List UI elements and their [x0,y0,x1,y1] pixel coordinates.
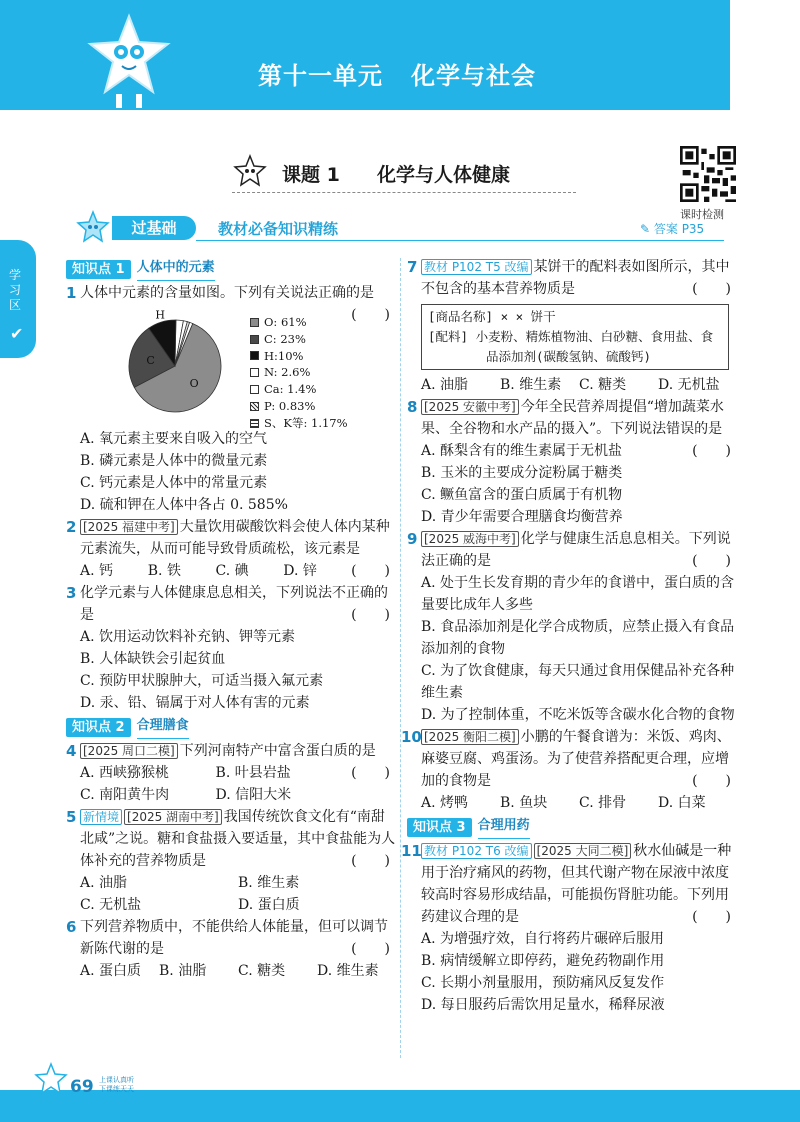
pie-slice-label: H [155,308,165,322]
question-number: 7 [407,258,418,276]
legend-label: Ca: 1.4% [264,382,317,397]
question-stem: 小鹏的午餐食谱为：米饭、鸡肉、麻婆豆腐、鸡蛋汤。为了使营养搭配更合理，应增加的食物是 [421,729,731,789]
option[interactable]: A. 西峡猕猴桃 [80,765,170,781]
option[interactable]: D. 锌 [283,563,317,579]
knowledge-point-2 [66,716,396,738]
legend-entry [250,381,348,398]
answer-blank[interactable]: ( ) [692,443,731,459]
qr-code-icon[interactable] [680,146,736,202]
side-tab-label: 学习区 [9,268,22,312]
kp-title: 人体中的元素 [137,257,215,281]
question-stem: 我国传统饮食文化有“南甜北咸”之说。糖和食盐摄入要适量，其中食盐能为人体补充的营养物质是 [80,809,396,869]
question-6 [66,916,396,960]
options-grid [66,762,351,806]
question-stem: 化学与健康生活息息相关。下列说法正确的是 [421,531,731,569]
page-motto [99,1076,134,1094]
side-tab [0,240,36,358]
question-stem: 大量饮用碳酸饮料会使人体内某种元素流失，从而可能导致骨质疏松，该元素是 [80,519,390,557]
option[interactable]: A. 饮用运动饮料补充钠、钾等元素 [80,629,296,645]
question-stem: 人体中元素的含量如图。下列有关说法正确的是 [80,285,374,301]
pie-slice-label: C [146,353,155,367]
label-line: [商品名称] × × 饼干 [428,309,556,324]
pencil-icon: ✎ [640,222,654,236]
column-divider [400,258,401,1058]
legend-entry [250,364,348,381]
option[interactable]: B. 维生素 [500,377,562,393]
kp-tag: 知识点 3 [407,818,472,837]
answer-ref-text: 答案 P35 [653,222,705,236]
motto-line: 上课认真听 [99,1076,134,1084]
label-line: [配料] 小麦粉、精炼植物油、白砂糖、食用盐、食 [428,329,714,344]
left-column [66,256,396,982]
options-row [66,960,396,982]
option[interactable]: C. 碘 [215,563,249,579]
star-badge-icon [232,154,268,188]
pie-slice-label: O [189,377,199,391]
legend-entry [250,331,348,348]
pie-svg [120,306,230,414]
legend-label: O: 61% [264,315,307,329]
option[interactable]: D. 蛋白质 [238,897,300,913]
source-tag: [2025 大同二模] [534,843,632,859]
legend-swatch [250,335,259,344]
source-tag: [2025 安徽中考] [421,399,519,415]
check-icon: ✔ [10,324,24,343]
footer-mascot-icon [34,1062,68,1100]
label-line: 品添加剂(碳酸氢钠、硫酸钙) [486,349,652,364]
question-5 [66,806,396,872]
option[interactable]: B. 铁 [147,563,181,579]
lesson-name: 化学与人体健康 [377,164,511,186]
knowledge-point-1 [66,258,396,280]
question-11 [401,840,737,928]
source-tag: [2025 福建中考] [80,519,178,535]
option[interactable]: C. 长期小剂量服用，预防痛风反复发作 [421,975,665,991]
question-number: 1 [66,284,77,302]
legend-label: P: 0.83% [264,398,316,413]
question-number: 8 [407,398,418,416]
footer-band [0,1090,800,1122]
answer-ref[interactable] [640,220,704,237]
option[interactable]: C. 无机盐 [80,897,142,913]
option[interactable]: D. 每日服药后需饮用足量水，稀释尿液 [421,997,665,1013]
option[interactable]: C. 糖类 [238,963,286,979]
answer-blank[interactable]: ( ) [351,941,390,957]
question-number: 4 [66,742,77,760]
option[interactable]: A. 氧元素主要来自吸入的空气 [80,431,268,447]
context-tag: 新情境 [80,809,122,825]
answer-blank[interactable]: ( ) [692,281,731,297]
question-stem: 下列营养物质中，不能供给人体能量，但可以调节新陈代谢的是 [80,919,388,957]
unit-name: 化学与社会 [411,62,536,90]
legend-swatch [250,419,259,428]
answer-blank[interactable]: ( ) [351,563,390,579]
option[interactable]: A. 油脂 [421,377,469,393]
option[interactable]: D. 白菜 [658,795,706,811]
unit-label: 第十一单元 [258,62,383,90]
right-column [401,256,737,1016]
option[interactable]: B. 鱼块 [500,795,548,811]
lesson-number: 课题 1 [282,164,340,186]
option[interactable]: B. 玉米的主要成分淀粉属于糖类 [421,465,623,481]
option[interactable]: D. 硫和钾在人体中各占 0. 585% [80,497,288,513]
legend-swatch [250,385,259,394]
source-tag: [2025 威海中考] [421,531,519,547]
options-grid [66,872,396,916]
option[interactable]: B. 食品添加剂是化学合成物质，应禁止摄入有食品添加剂的食物 [421,619,735,657]
question-number: 10 [401,728,422,746]
legend-label: N: 2.6% [264,365,311,380]
motto-line: 下课练天天 [99,1085,134,1093]
option[interactable]: C. 排骨 [579,795,627,811]
question-stem: 某饼干的配料表如图所示，其中不包含的基本营养物质是 [421,259,730,297]
option[interactable]: A. 处于生长发育期的青少年的食谱中，蛋白质的含量要比成年人多些 [421,575,735,613]
legend-label: H:10% [264,348,304,363]
option[interactable]: A. 蛋白质 [80,963,142,979]
page-number: 69 [70,1077,94,1097]
options-row [407,374,737,396]
source-tag: [2025 湖南中考] [124,809,222,825]
question-number: 3 [66,584,77,602]
option[interactable]: C. 糖类 [579,377,627,393]
lesson-underline [232,192,576,193]
option[interactable]: C. 钙元素是人体中的常量元素 [80,475,268,491]
option[interactable]: A. 油脂 [80,875,128,891]
option[interactable]: A. 烤鸭 [421,795,469,811]
option[interactable]: C. 为了饮食健康，每天只通过食用保健品补充各种维生素 [421,663,735,701]
options-row [66,560,351,582]
option[interactable]: D. 青少年需要合理膳食均衡营养 [421,509,623,525]
question-number: 11 [401,842,422,860]
answer-blank[interactable]: ( ) [351,853,390,869]
legend-entry [250,348,348,365]
question-number: 2 [66,518,77,536]
question-number: 5 [66,808,77,826]
legend-swatch [250,318,259,327]
option[interactable]: D. 为了控制体重，不吃米饭等含碳水化合物的食物 [421,707,735,723]
kp-tag: 知识点 1 [66,260,131,279]
answer-blank[interactable]: ( ) [692,773,731,789]
textbook-tag: 教材 P102 T6 改编 [421,843,532,859]
legend-swatch [250,368,259,377]
legend-swatch [250,351,259,360]
legend-label: C: 23% [264,331,306,346]
section-pill: 过基础 [112,216,196,240]
kp-title: 合理用药 [478,815,530,839]
option[interactable]: C. 预防甲状腺肿大，可适当摄入氟元素 [80,673,324,689]
question-number: 6 [66,918,77,936]
mascot-mini-icon [76,210,110,244]
option[interactable]: B. 磷元素是人体中的微量元素 [80,453,268,469]
option[interactable]: A. 钙 [80,563,114,579]
answer-blank[interactable]: ( ) [692,553,731,569]
pie-legend [250,314,348,432]
option[interactable]: B. 叶县岩盐 [215,765,291,781]
question-stem: 今年全民营养周提倡“增加蔬菜水果、全谷物和水产品的摄入”。下列说法错误的是 [421,399,724,437]
ingredient-label [421,304,729,370]
option[interactable]: D. 汞、铅、镉属于对人体有害的元素 [80,695,310,711]
section-bar [68,210,724,244]
source-tag: [2025 周口二模] [80,743,178,759]
legend-entry [250,314,348,331]
option[interactable]: B. 维生素 [238,875,300,891]
kp-title: 合理膳食 [137,715,189,739]
legend-entry [250,398,348,415]
section-line [196,240,724,241]
option[interactable]: A. 酥梨含有的维生素属于无机盐 [421,443,623,459]
option[interactable]: B. 人体缺铁会引起贫血 [80,651,226,667]
option[interactable]: C. 南阳黄牛肉 [80,787,170,803]
section-subtitle: 教材必备知识精练 [218,220,339,238]
question-stem: 秋水仙碱是一种用于治疗痛风的药物，但其代谢产物在尿液中浓度较高时容易形成结晶，可能损伤肾脏功能。下列用药建议合理的是 [421,843,732,925]
answer-blank[interactable]: ( ) [351,307,390,323]
question-number: 9 [407,530,418,548]
textbook-tag: 教材 P102 T5 改编 [421,259,532,275]
knowledge-point-3 [407,816,737,838]
option[interactable]: B. 病情缓解立即停药，避免药物副作用 [421,953,665,969]
legend-entry [250,415,348,432]
option[interactable]: A. 为增强疗效，自行将药片碾碎后服用 [421,931,665,947]
option[interactable]: B. 油脂 [159,963,207,979]
question-stem: 下列河南特产中富含蛋白质的是 [179,743,376,759]
mascot-star-icon [86,12,172,112]
question-9 [407,528,737,572]
question-3 [66,582,396,626]
kp-tag: 知识点 2 [66,718,131,737]
question-stem: 化学元素与人体健康息息相关，下列说法不正确的是 [80,585,388,623]
unit-title [258,56,536,91]
option[interactable]: D. 维生素 [317,963,379,979]
legend-swatch [250,402,259,411]
qr-label: 课时检测 [680,208,724,221]
question-7 [407,256,737,300]
legend-label: S、K等: 1.17% [264,415,348,430]
question-10 [401,726,737,792]
options-row [407,792,737,814]
option[interactable]: D. 无机盐 [658,377,720,393]
element-pie-chart [80,306,396,430]
answer-blank[interactable]: ( ) [692,909,731,925]
option[interactable]: C. 鳜鱼富含的蛋白质属于有机物 [421,487,623,503]
answer-blank[interactable]: ( ) [351,607,390,623]
source-tag: [2025 衡阳二模] [421,729,519,745]
answer-blank[interactable]: ( ) [351,765,390,781]
option[interactable]: D. 信阳大米 [215,787,292,803]
